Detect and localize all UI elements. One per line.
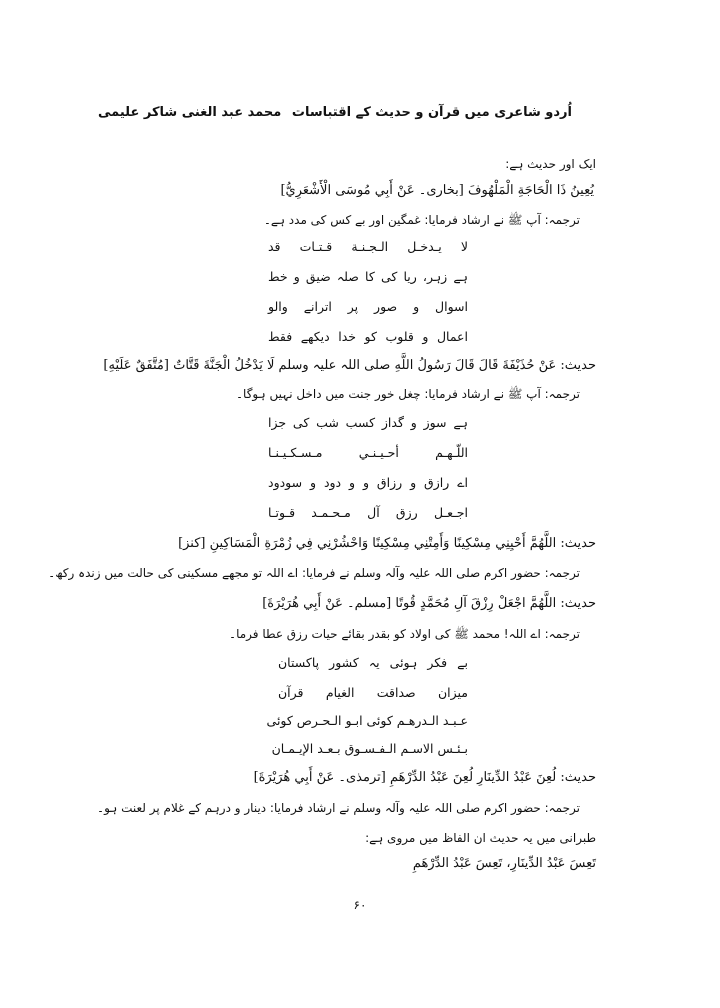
hadith-2: حدیث: عَنْ حُذَيْفَةَ قَالَ قَالَ رَسُولُ اللَّهِ صلی اللہ علیہ وسلم لَا يَدْخُلُ الْجَنَّةَ قَتَّاتٌ [مُتَّفَقٌ عَلَيْهِ]: [103, 358, 596, 373]
verse-1-line-2: ہے زہر، ریا کی کا صلہ ضیق و خط: [268, 269, 468, 284]
verse-2-line-4: اجـعـل رزق آل مـحـمـد قـوتـا: [268, 505, 468, 520]
verse-3-line-2: میزان صداقت الغیام قرآن: [278, 685, 468, 700]
verse-1-line-4: اعمال و قلوب کو خدا دیکھے فقط: [268, 329, 468, 344]
hadith-1: يُعِينُ ذَا الْحَاجَةِ الْمَلْهُوفَ [بخاری۔ عَنْ أَبِي مُوسَى الْأَشْعَرِيُّ]: [280, 183, 594, 198]
translation-4: ترجمہ: اے اللہ! محمد ﷺ کی اولاد کو بقدر بقائے حیات رزق عطا فرما۔: [229, 627, 580, 641]
verse-2-line-1: ہے سوز و گداز کسب شب کی جزا: [268, 415, 468, 430]
verse-3-line-1: بے فکر ہوئی یہ کشور پاکستان: [278, 655, 468, 670]
verse-2-line-2: اللّـهـم أحـيـنـي مـسـكـيـنـا: [268, 445, 468, 460]
verse-1-line-1: لا يـدخـل الـجـنـة قـتـات قد: [268, 239, 468, 254]
hadith-3: حدیث: اللَّهُمَّ أَحْيِنِي مِسْكِينًا وَأَمِتْنِي مِسْكِينًا وَاحْشُرْنِي فِي زُمْرَةِ الْمَسَاكِينِ [کنز]: [178, 536, 596, 551]
hadith-4: حدیث: اللَّهُمَّ اجْعَلْ رِزْقَ آلِ مُحَمَّدٍ قُوتًا [مسلم۔ عَنْ أَبِي هُرَيْرَةَ]: [262, 596, 596, 611]
running-header-author: محمد عبد الغنی شاکر علیمی: [98, 105, 282, 120]
translation-1: ترجمہ: آپ ﷺ نے ارشاد فرمایا: غمگین اور بے کس کی مدد ہے۔: [263, 213, 580, 227]
hadith-5: حدیث: لُعِنَ عَبْدُ الدِّينَارِ لُعِنَ عَبْدُ الدِّرْهَمِ [ترمذی۔ عَنْ أَبِي هُرَيْرَةَ]: [253, 770, 596, 785]
final-arabic-line: تَعِسَ عَبْدُ الدِّينَارِ، تَعِسَ عَبْدُ الدِّرْهَمِ: [412, 856, 596, 871]
verse-3-line-4: بـئـس الاسـم الـفـسـوق بـعـد الإيـمـان: [271, 741, 468, 756]
verse-3-line-3: عـبـد الـدرهـم کوئی ابـو الـحـرص کوئی: [266, 713, 468, 728]
verse-2-line-3: اے رازق و رزاق و و دود و سودود: [268, 475, 468, 490]
page-number: ۶۰: [353, 898, 367, 912]
intro-line: ایک اور حدیث ہے:: [505, 157, 596, 171]
translation-2: ترجمہ: آپ ﷺ نے ارشاد فرمایا: چغل خور جنت میں داخل نہیں ہوگا۔: [236, 387, 580, 401]
translation-5: ترجمہ: حضور اکرم صلی اللہ علیہ وآلہ وسلم نے ارشاد فرمایا: دینار و درہم کے غلام پر لعنت ہو۔: [97, 801, 580, 815]
note-line: طبرانی میں یہ حدیث ان الفاظ میں مروی ہے:: [365, 831, 596, 845]
running-header-title: اُردو شاعری میں قرآن و حدیث کے اقتباسات: [291, 105, 572, 120]
translation-3: ترجمہ: حضور اکرم صلی اللہ علیہ وآلہ وسلم نے فرمایا: اے اللہ تو مجھے مسکینی کی حالت میں زندہ رکھ۔: [48, 566, 580, 580]
verse-1-line-3: اسوال و صور پر اترانے والو: [268, 299, 468, 314]
